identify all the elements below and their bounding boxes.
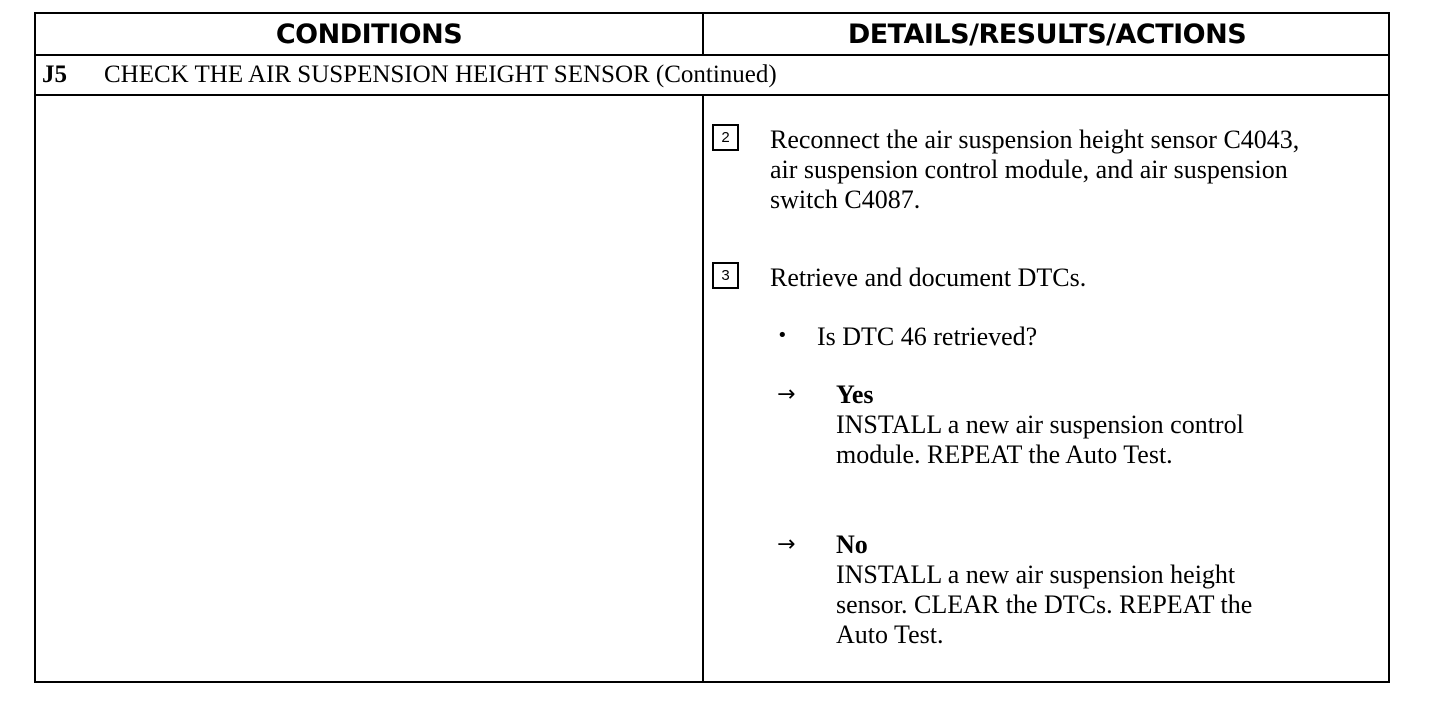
yes-result bbox=[836, 380, 1244, 470]
step-2-line: air suspension control module, and air suspension bbox=[770, 155, 1288, 184]
no-line: Auto Test. bbox=[836, 620, 944, 649]
section-code: J5 bbox=[42, 61, 67, 88]
no-result bbox=[836, 530, 1252, 650]
bullet-icon: • bbox=[777, 325, 788, 346]
step-number-box: 3 bbox=[712, 262, 739, 289]
step-number-box: 2 bbox=[712, 124, 739, 151]
step-2-line: Reconnect the air suspension height sensor C4043, bbox=[770, 125, 1300, 154]
yes-label: Yes bbox=[836, 380, 874, 409]
step-2-line: switch C4087. bbox=[770, 185, 921, 214]
yes-line: INSTALL a new air suspension control bbox=[836, 410, 1244, 439]
step-2-text bbox=[770, 125, 1299, 215]
yes-line: module. REPEAT the Auto Test. bbox=[836, 440, 1173, 469]
step-3-text: Retrieve and document DTCs. bbox=[770, 263, 1087, 292]
arrow-right-icon: → bbox=[777, 532, 796, 557]
diagnostic-table bbox=[34, 12, 1390, 683]
no-label: No bbox=[836, 530, 868, 559]
details-header: DETAILS/RESULTS/ACTIONS bbox=[847, 18, 1247, 50]
no-line: INSTALL a new air suspension height bbox=[836, 560, 1236, 589]
section-title: CHECK THE AIR SUSPENSION HEIGHT SENSOR (Continued) bbox=[104, 61, 777, 88]
conditions-header: CONDITIONS bbox=[275, 18, 463, 50]
section-row bbox=[42, 56, 777, 94]
section-divider bbox=[36, 94, 1388, 96]
step-3-question: Is DTC 46 retrieved? bbox=[817, 322, 1038, 351]
column-divider-body bbox=[702, 96, 704, 681]
arrow-right-icon: → bbox=[777, 382, 796, 407]
no-line: sensor. CLEAR the DTCs. REPEAT the bbox=[836, 590, 1253, 619]
column-divider-header bbox=[702, 14, 704, 54]
